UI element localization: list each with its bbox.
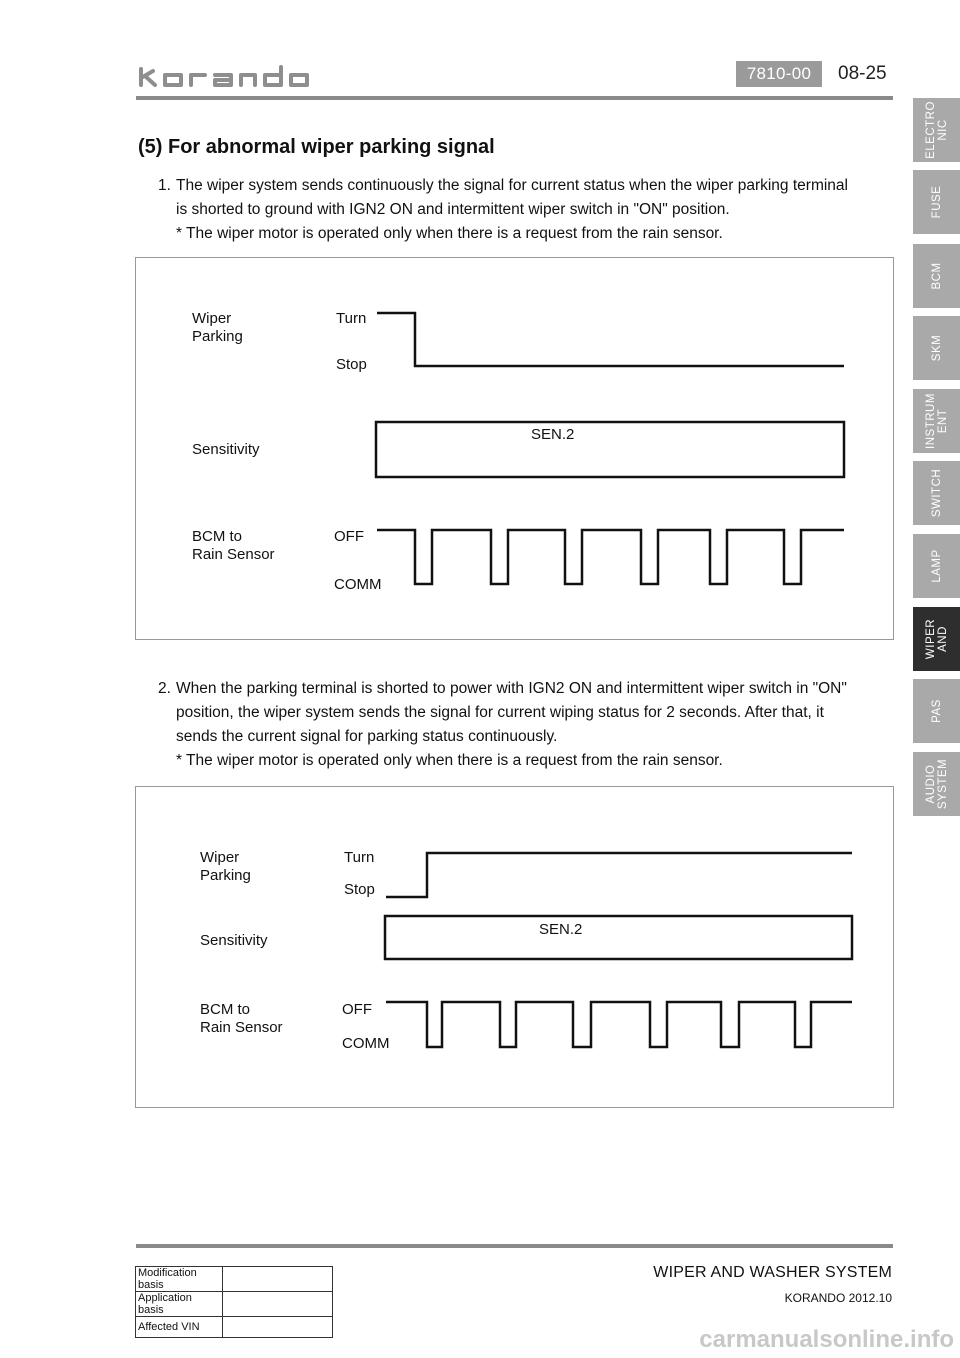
- sensitivity-label: Sensitivity: [192, 441, 260, 458]
- side-tab-electronic[interactable]: [913, 98, 960, 162]
- modification-basis-value: [223, 1267, 333, 1292]
- sensitivity-label: Sensitivity: [200, 932, 268, 949]
- section-title: (5) For abnormal wiper parking signal: [138, 136, 495, 158]
- watermark: carmanualsonline.info: [699, 1326, 954, 1353]
- text-line: The wiper system sends continuously the signal for current status when the wiper parking terminal: [176, 177, 848, 194]
- header-divider: [136, 96, 893, 100]
- wiper-parking-waveform: [386, 853, 852, 897]
- item-number: 2.: [158, 680, 171, 697]
- text-line: sends the current signal for parking status continuously.: [176, 728, 558, 745]
- bcm-comm-waveform: [386, 1002, 852, 1047]
- side-tab-wiper[interactable]: [913, 607, 960, 671]
- text-line: * The wiper motor is operated only when there is a request from the rain sensor.: [176, 752, 723, 769]
- application-basis-value: [223, 1292, 333, 1317]
- turn-label: Turn: [336, 310, 367, 327]
- text-line: When the parking terminal is shorted to power with IGN2 ON and intermittent wiper switch in "ON": [176, 680, 847, 697]
- side-tab-label: INSTRUM ENT: [924, 393, 949, 449]
- off-label: OFF: [342, 1001, 372, 1018]
- side-tab-instrument[interactable]: [913, 389, 960, 453]
- wiper-parking-label: Wiper Parking: [192, 310, 243, 345]
- side-tab-label: SWITCH: [930, 468, 943, 518]
- sensitivity-box: [385, 916, 852, 959]
- application-basis-label: Application basis: [136, 1292, 223, 1317]
- side-tab-audio-system[interactable]: [913, 752, 960, 816]
- comm-label: COMM: [334, 576, 382, 593]
- bcm-rain-sensor-label: BCM to Rain Sensor: [200, 1001, 283, 1036]
- timing-diagram-1: [135, 257, 894, 640]
- sensitivity-value: SEN.2: [539, 921, 583, 938]
- modification-table: [135, 1266, 333, 1338]
- item-number: 1.: [158, 177, 171, 194]
- table-row: [136, 1317, 333, 1338]
- korando-logo: [137, 63, 317, 91]
- stop-label: Stop: [344, 881, 375, 898]
- table-row: [136, 1292, 333, 1317]
- bcm-rain-sensor-label: BCM to Rain Sensor: [192, 528, 275, 563]
- item-2-text: [176, 677, 891, 773]
- wiper-parking-waveform: [377, 313, 844, 366]
- side-tab-label: SKM: [930, 334, 943, 362]
- side-tab-label: BCM: [930, 262, 943, 290]
- wiper-parking-label: Wiper Parking: [200, 849, 251, 884]
- side-tab-skm[interactable]: [913, 316, 960, 380]
- stop-label: Stop: [336, 356, 367, 373]
- affected-vin-value: [223, 1317, 333, 1338]
- text-line: position, the wiper system sends the signal for current wiping status for 2 seconds. After that, it: [176, 704, 824, 721]
- side-tab-label: ELECTRO NIC: [924, 101, 949, 159]
- side-tab-pas[interactable]: [913, 679, 960, 743]
- table-row: [136, 1267, 333, 1292]
- text-line: is shorted to ground with IGN2 ON and intermittent wiper switch in "ON" position.: [176, 201, 730, 218]
- text-line: * The wiper motor is operated only when there is a request from the rain sensor.: [176, 225, 723, 242]
- off-label: OFF: [334, 528, 364, 545]
- side-tab-label: PAS: [930, 699, 943, 723]
- bcm-comm-waveform: [377, 530, 844, 584]
- side-tab-fuse[interactable]: [913, 170, 960, 234]
- side-tab-label: LAMP: [930, 549, 943, 583]
- side-tab-label: AUDIO SYSTEM: [924, 758, 949, 810]
- side-tab-bcm[interactable]: [913, 244, 960, 308]
- sensitivity-value: SEN.2: [531, 426, 575, 443]
- page-number: 08-25: [838, 63, 887, 84]
- side-tab-switch[interactable]: [913, 461, 960, 525]
- side-tab-lamp[interactable]: [913, 534, 960, 598]
- footer-model: KORANDO 2012.10: [784, 1291, 892, 1305]
- item-1-text: [176, 174, 891, 246]
- comm-label: COMM: [342, 1035, 390, 1052]
- turn-label: Turn: [344, 849, 375, 866]
- affected-vin-label: Affected VIN: [136, 1317, 223, 1338]
- modification-basis-label: Modification basis: [136, 1267, 223, 1292]
- footer-divider: [136, 1244, 893, 1248]
- section-code-badge: 7810-00: [736, 61, 822, 87]
- side-tab-label: FUSE: [930, 185, 943, 219]
- timing-diagram-2: [135, 786, 894, 1108]
- side-tab-label: WIPER AND: [924, 618, 949, 660]
- sensitivity-box: [376, 422, 844, 477]
- footer-title: WIPER AND WASHER SYSTEM: [653, 1264, 892, 1281]
